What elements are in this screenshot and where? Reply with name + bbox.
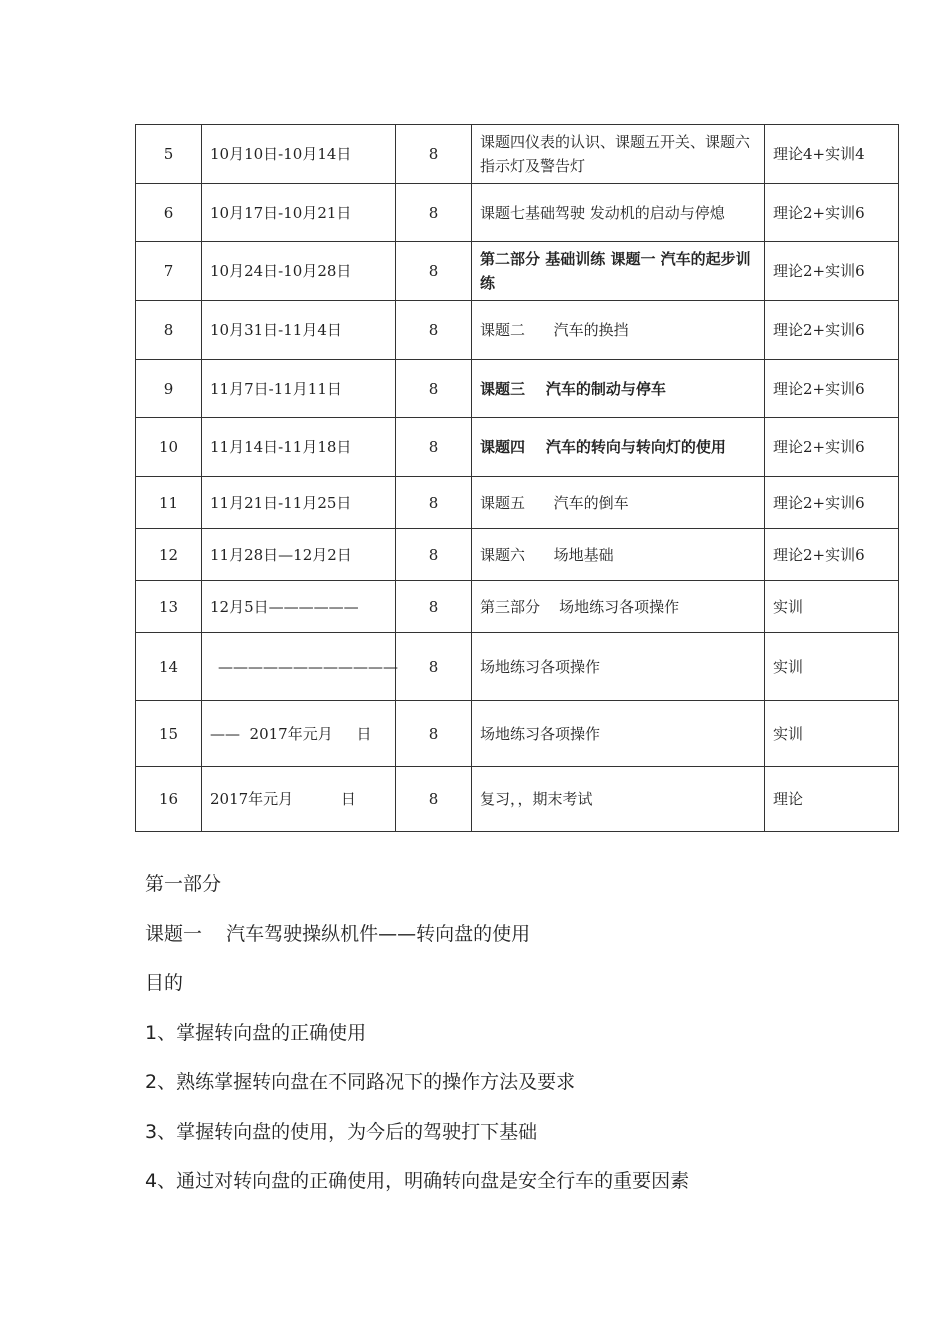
topic-cell: 课题六 场地基础: [472, 529, 765, 581]
week-cell: 11: [136, 477, 202, 529]
week-cell: 9: [136, 360, 202, 418]
topic-cell: 课题四仪表的认识、课题五开关、课题六指示灯及警告灯: [472, 125, 765, 184]
type-cell: 理论: [765, 767, 899, 832]
dates-cell: 10月10日-10月14日: [202, 125, 396, 184]
week-cell: 13: [136, 581, 202, 633]
week-cell: 16: [136, 767, 202, 832]
topic-cell: 第三部分 场地练习各项操作: [472, 581, 765, 633]
topic-cell: 场地练习各项操作: [472, 633, 765, 701]
hours-cell: 8: [396, 301, 472, 360]
hours-cell: 8: [396, 633, 472, 701]
hours-cell: 8: [396, 184, 472, 242]
table-row: [136, 301, 899, 360]
dates-cell: ————————————: [202, 633, 396, 701]
purpose-item: 4、通过对转向盘的正确使用，明确转向盘是安全行车的重要因素: [145, 1170, 690, 1192]
hours-cell: 8: [396, 125, 472, 184]
topic-cell: 复习，，期末考试: [472, 767, 765, 832]
week-cell: 7: [136, 242, 202, 301]
type-cell: 理论2+实训6: [765, 184, 899, 242]
table-row: [136, 529, 899, 581]
topic-cell: 课题二 汽车的换挡: [472, 301, 765, 360]
table-row: [136, 360, 899, 418]
table-row: [136, 477, 899, 529]
hours-cell: 8: [396, 242, 472, 301]
topic-cell: 第二部分 基础训练 课题一 汽车的起步训练: [472, 242, 765, 301]
hours-cell: 8: [396, 529, 472, 581]
lesson-title: 课题一 汽车驾驶操纵机件——转向盘的使用: [145, 922, 531, 945]
dates-cell: 10月17日-10月21日: [202, 184, 396, 242]
week-cell: 15: [136, 701, 202, 767]
hours-cell: 8: [396, 360, 472, 418]
dates-cell: 11月14日-11月18日: [202, 418, 396, 477]
type-cell: 实训: [765, 701, 899, 767]
week-cell: 10: [136, 418, 202, 477]
topic-cell: 课题三 汽车的制动与停车: [472, 360, 765, 418]
type-cell: 理论2+实训6: [765, 529, 899, 581]
dates-cell: 10月24日-10月28日: [202, 242, 396, 301]
schedule-table: [135, 124, 899, 832]
type-cell: 实训: [765, 581, 899, 633]
table-row: [136, 242, 899, 301]
dates-cell: 12月5日——————: [202, 581, 396, 633]
table-row: [136, 581, 899, 633]
hours-cell: 8: [396, 418, 472, 477]
type-cell: 理论2+实训6: [765, 301, 899, 360]
type-cell: 理论2+实训6: [765, 242, 899, 301]
lesson-notes: [145, 860, 905, 1207]
purpose-item: 1、掌握转向盘的正确使用: [145, 1021, 367, 1044]
dates-cell: 2017年元月 日: [202, 767, 396, 832]
week-cell: 8: [136, 301, 202, 360]
table-row: [136, 184, 899, 242]
table-row: [136, 633, 899, 701]
week-cell: 12: [136, 529, 202, 581]
table-row: [136, 125, 899, 184]
type-cell: 理论2+实训6: [765, 418, 899, 477]
table-row: [136, 767, 899, 832]
topic-cell: 课题五 汽车的倒车: [472, 477, 765, 529]
topic-cell: 课题七基础驾驶 发动机的启动与停熄: [472, 184, 765, 242]
part-heading: 第一部分: [145, 873, 222, 895]
dates-cell: 11月7日-11月11日: [202, 360, 396, 418]
type-cell: 实训: [765, 633, 899, 701]
week-cell: 6: [136, 184, 202, 242]
dates-cell: —— 2017年元月 日: [202, 701, 396, 767]
dates-cell: 10月31日-11月4日: [202, 301, 396, 360]
dates-cell: 11月21日-11月25日: [202, 477, 396, 529]
type-cell: 理论4+实训4: [765, 125, 899, 184]
hours-cell: 8: [396, 477, 472, 529]
table-row: [136, 701, 899, 767]
hours-cell: 8: [396, 701, 472, 767]
hours-cell: 8: [396, 767, 472, 832]
type-cell: 理论2+实训6: [765, 360, 899, 418]
purpose-item: 3、掌握转向盘的使用，为今后的驾驶打下基础: [145, 1120, 538, 1143]
table-row: [136, 418, 899, 477]
type-cell: 理论2+实训6: [765, 477, 899, 529]
dates-cell: 11月28日—12月2日: [202, 529, 396, 581]
week-cell: 14: [136, 633, 202, 701]
topic-cell: 场地练习各项操作: [472, 701, 765, 767]
hours-cell: 8: [396, 581, 472, 633]
purpose-heading: 目的: [145, 972, 184, 994]
purpose-item: 2、熟练掌握转向盘在不同路况下的操作方法及要求: [145, 1071, 576, 1093]
topic-cell: 课题四 汽车的转向与转向灯的使用: [472, 418, 765, 477]
week-cell: 5: [136, 125, 202, 184]
